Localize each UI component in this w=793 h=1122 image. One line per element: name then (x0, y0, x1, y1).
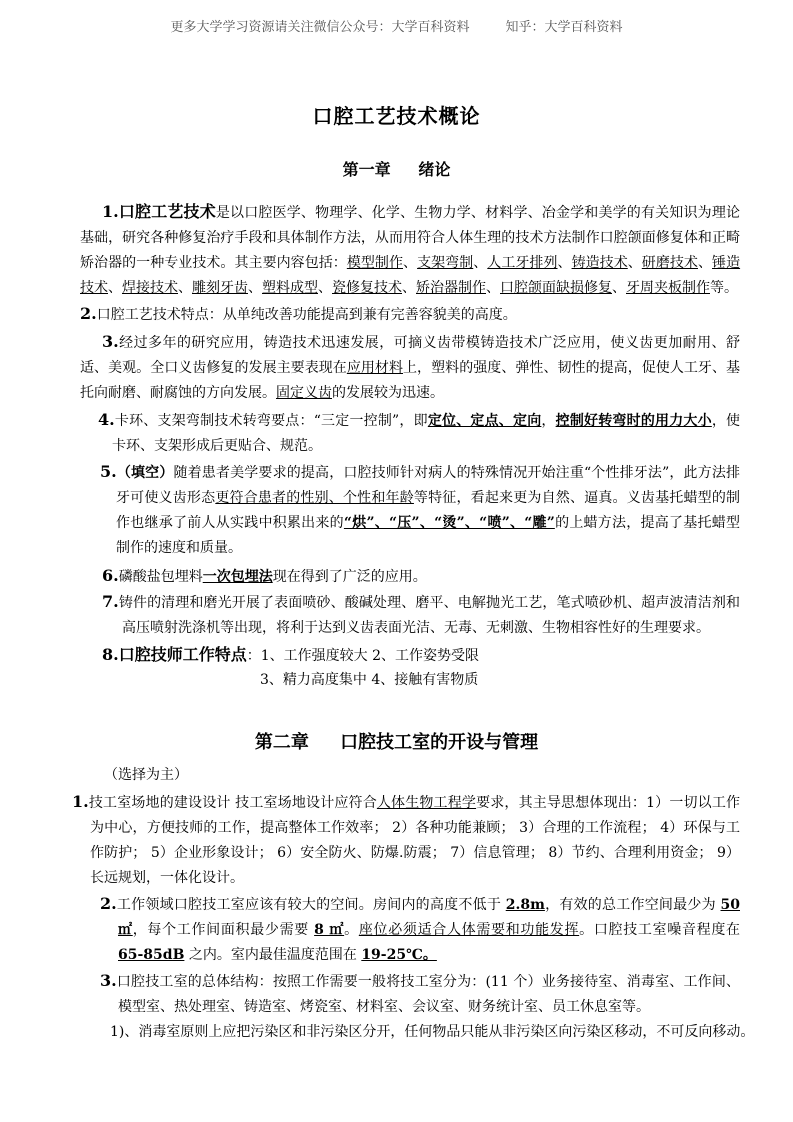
c1-paragraph-8-line-2: 3、精力高度集中 4、接触有害物质 (260, 672, 479, 688)
c2-paragraph-2: 2.工作领域口腔技工室应该有较大的空间。房间内的高度不低于 2.8m，有效的总工作空间最少为 50 ㎡，每个工作间面积最少需要 8 ㎡。座位必须适合人体需要和功能发挥。口腔技工室噪音程度在 65-85dB 之内。室内最佳温度范围在 19-25℃。 (100, 894, 741, 963)
header-zhihu-note: 知乎：大学百科资料 (505, 20, 623, 35)
chapter-2-note: （选择为主） (104, 767, 188, 783)
c2-paragraph-4: 1)、消毒室原则上应把污染区和非污染区分开，任何物品只能从非污染区向污染区移动，不可反向移动。 (110, 1024, 755, 1040)
c1-paragraph-4: 4.卡环、支架弯制技术转弯要点：“三定一控制”，即定位、定点、定向，控制好转弯时的用力大小，使卡环、支架形成后更贴合、规范。 (98, 410, 741, 454)
c1-paragraph-5: 5.（填空）随着患者美学要求的提高，口腔技师针对病人的特殊情况开始注重“个性排牙法”，此方法排牙可使义齿形态更符合患者的性别、个性和年龄等特征，看起来更为自然、逼真。义齿基托蜡型的制作也继承了前人从实践中积累出来的“烘”、“压”、“烫”、“喷”、“雕”的上蜡方法，提高了基托蜡型制作的速度和质量。 (100, 462, 741, 556)
document-title: 口腔工艺技术概论 (312, 104, 481, 128)
chapter-2-heading: 第二章 口腔技工室的开设与管理 (254, 732, 539, 753)
page-header (0, 16, 793, 35)
c1-paragraph-2: 2.口腔工艺技术特点：从单纯改善功能提高到兼有完善容貌美的高度。 (80, 304, 517, 323)
c1-paragraph-7: 7.铸件的清理和磨光开展了表面喷砂、酸碱处理、磨平、电解抛光工艺，笔式喷砂机、超声波清洁剂和高压喷射洗涤机等出现，将利于达到义齿表面光洁、无毒、无刺激、生物相容性好的生理要求。 (102, 592, 740, 636)
c1-paragraph-1: 1.口腔工艺技术是以口腔医学、物理学、化学、生物力学、材料学、冶金学和美学的有关知识为理论基础，研究各种修复治疗手段和具体制作方法，从而用符合人体生理的技术方法制作口腔颌面修复体和正畸矫治器的一种专业技术。其主要内容包括：模型制作、支架弯制、人工牙排列、铸造技术、研磨技术、锤造技术、焊接技术、雕刻牙齿、塑料成型、瓷修复技术、矫治器制作、口腔颌面缺损修复、牙周夹板制作等。 (80, 202, 741, 296)
header-wechat-note: 更多大学学习资源请关注微信公众号：大学百科资料 (170, 20, 470, 35)
c1-paragraph-3: 3.经过多年的研究应用，铸造技术迅速发展，可摘义齿带模铸造技术广泛应用，使义齿更加耐用、舒适、美观。全口义齿修复的发展主要表现在应用材料上，塑料的强度、弹性、韧性的提高，促使人工牙、基托向耐磨、耐腐蚀的方向发展。固定义齿的发展较为迅速。 (80, 332, 741, 401)
c1-paragraph-6: 6.磷酸盐包埋料一次包埋法现在得到了广泛的应用。 (102, 566, 427, 585)
c2-paragraph-1: 1.技工室场地的建设设计 技工室场地设计应符合人体生物工程学要求，其主导思想体现出：1）一切以工作为中心，方便技师的工作，提高整体工作效率； 2）各种功能兼顾； 3）合理的工作流程； 4）环保与工作防护； 5）企业形象设计； 6）安全防火、防爆.防震； 7）信息管理； 8）节约、合理利用资金； 9）长远规划，一体化设计。 (72, 792, 741, 886)
chapter-1-heading: 第一章 绪论 (342, 160, 451, 179)
c2-paragraph-3: 3.口腔技工室的总体结构：按照工作需要一般将技工室分为：(11 个）业务接待室、消毒室、工作间、模型室、热处理室、铸造室、烤瓷室、材料室、会议室、财务统计室、员工休息室等。 (100, 971, 740, 1015)
c1-paragraph-8: 8.口腔技师工作特点：1、工作强度较大 2、工作姿势受限 (102, 645, 479, 664)
